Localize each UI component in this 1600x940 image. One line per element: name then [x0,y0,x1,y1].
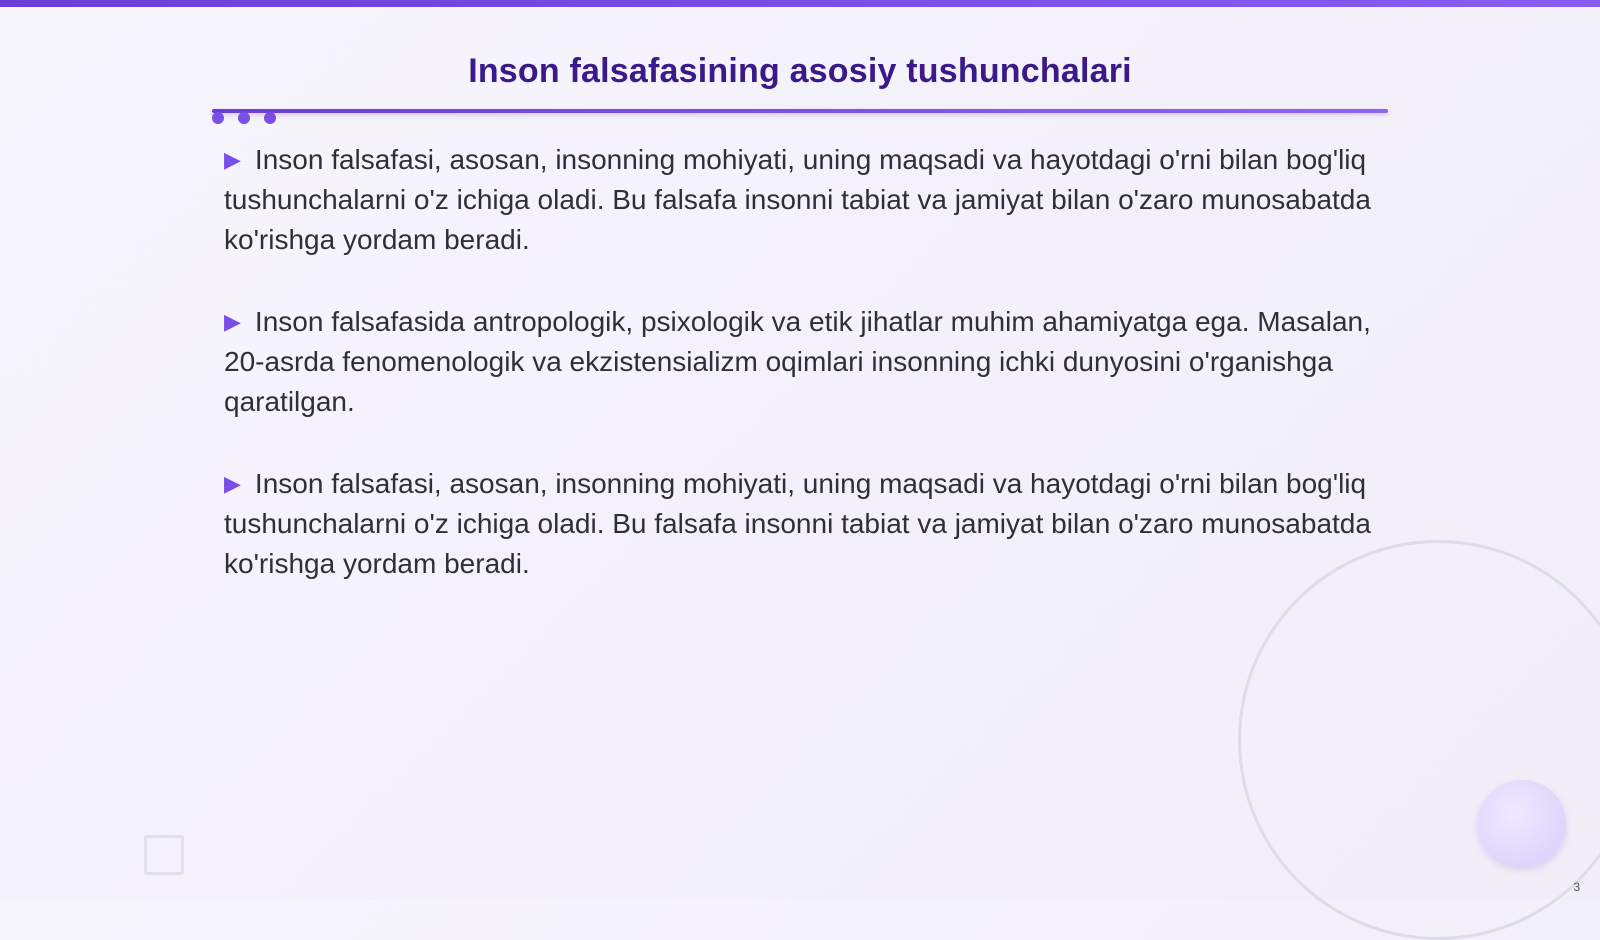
bullet-triangle-icon: ▶ [224,471,241,496]
decorative-dot [264,112,276,124]
paragraph-text: Inson falsafasi, asosan, insonning mohiyati, uning maqsadi va hayotdagi o'rni bilan bog'liq tushunchalarni o'z ichiga oladi. Bu falsafa insonni tabiat va jamiyat bilan o'zaro munosabatda ko'rishga yordam beradi. [224,468,1371,579]
title-underline [212,109,1388,113]
paragraph-text: Inson falsafasida antropologik, psixologik va etik jihatlar muhim ahamiyatga ega. Masalan, 20-asrda fenomenologik va ekzistensializm oqimlari insonning ichki dunyosini o'rganishga qaratilgan. [224,306,1371,417]
bullet-paragraph [224,464,1384,584]
decorative-dot [238,112,250,124]
bullet-paragraph [224,302,1384,422]
slide-title: Inson falsafasining asosiy tushunchalari [468,52,1132,90]
bullet-triangle-icon: ▶ [224,147,241,172]
page-number: 3 [1573,880,1580,894]
decorative-bubble [1478,780,1566,866]
top-accent-bar [0,0,1600,7]
slide-body [224,140,1384,626]
paragraph-text: Inson falsafasi, asosan, insonning mohiyati, uning maqsadi va hayotdagi o'rni bilan bog'liq tushunchalarni o'z ichiga oladi. Bu falsafa insonni tabiat va jamiyat bilan o'zaro munosabatda ko'rishga yordam beradi. [224,144,1371,255]
decorative-dot [212,112,224,124]
decorative-square [144,835,184,875]
bullet-paragraph [224,140,1384,260]
bullet-triangle-icon: ▶ [224,309,241,334]
